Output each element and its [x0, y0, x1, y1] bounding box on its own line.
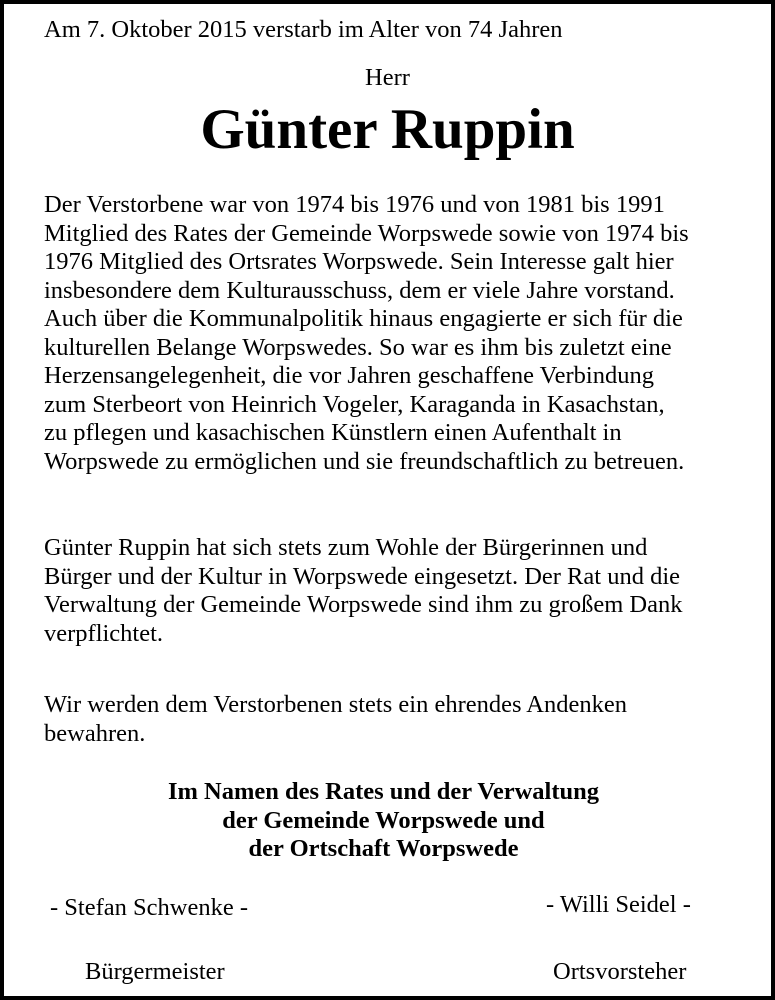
text-line: Auch über die Kommunalpolitik hinaus engagierte er sich für die	[44, 305, 683, 332]
text-line: Mitglied des Rates der Gemeinde Worpswede sowie von 1974 bis	[44, 219, 689, 247]
salutation-text: Herr	[365, 64, 410, 91]
text-line: kulturellen Belange Worpswedes. So war es ihm bis zuletzt eine	[44, 333, 672, 361]
text-line: 1976 Mitglied des Ortsrates Worpswede. Sein Interesse galt hier	[44, 248, 674, 275]
text-line: Verwaltung der Gemeinde Worpswede sind ihm zu großem Dank	[44, 591, 683, 618]
signature-block	[0, 778, 767, 864]
text-line: Bürger und der Kultur in Worpswede eingesetzt. Der Rat und die	[44, 562, 681, 590]
text-line: Worpswede zu ermöglichen und sie freundschaftlich zu betreuen.	[44, 447, 685, 475]
text-line: Der Verstorbene war von 1974 bis 1976 und von 1981 bis 1991	[44, 191, 665, 218]
text-line: Wir werden dem Verstorbenen stets ein ehrendes Andenken	[44, 691, 627, 718]
deceased-name: Günter Ruppin	[200, 98, 575, 161]
deceased-name-block	[4, 98, 771, 162]
death-announcement: Am 7. Oktober 2015 verstarb im Alter von 74 Jahren	[44, 16, 563, 43]
text-line: Günter Ruppin hat sich stets zum Wohle der Bürgerinnen und	[44, 534, 648, 561]
text-line: verpflichtet.	[44, 619, 164, 647]
text-line: zu pflegen und kasachischen Künstlern einen Aufenthalt in	[44, 419, 622, 446]
text-line: zum Sterbeort von Heinrich Vogeler, Karaganda in Kasachstan,	[44, 390, 665, 418]
text-line: Herzensangelegenheit, die vor Jahren geschaffene Verbindung	[44, 362, 654, 389]
text-line: der Ortschaft Worpswede	[248, 835, 519, 862]
salutation	[4, 64, 771, 93]
signer-name-mayor: - Stefan Schwenke -	[50, 894, 248, 921]
text-line: Im Namen des Rates und der Verwaltung	[167, 778, 600, 805]
signer-title-mayor: Bürgermeister	[85, 958, 225, 985]
signer-name-local-head: - Willi Seidel -	[546, 891, 691, 918]
paragraph-remembrance	[44, 691, 627, 748]
text-line: insbesondere dem Kulturausschuss, dem er viele Jahre vorstand.	[44, 276, 675, 304]
text-line: der Gemeinde Worpswede und	[222, 806, 545, 834]
paragraph-gratitude	[44, 534, 683, 648]
signer-title-local-head: Ortsvorsteher	[553, 958, 687, 985]
paragraph-career	[44, 191, 689, 476]
text-line: bewahren.	[44, 719, 146, 747]
